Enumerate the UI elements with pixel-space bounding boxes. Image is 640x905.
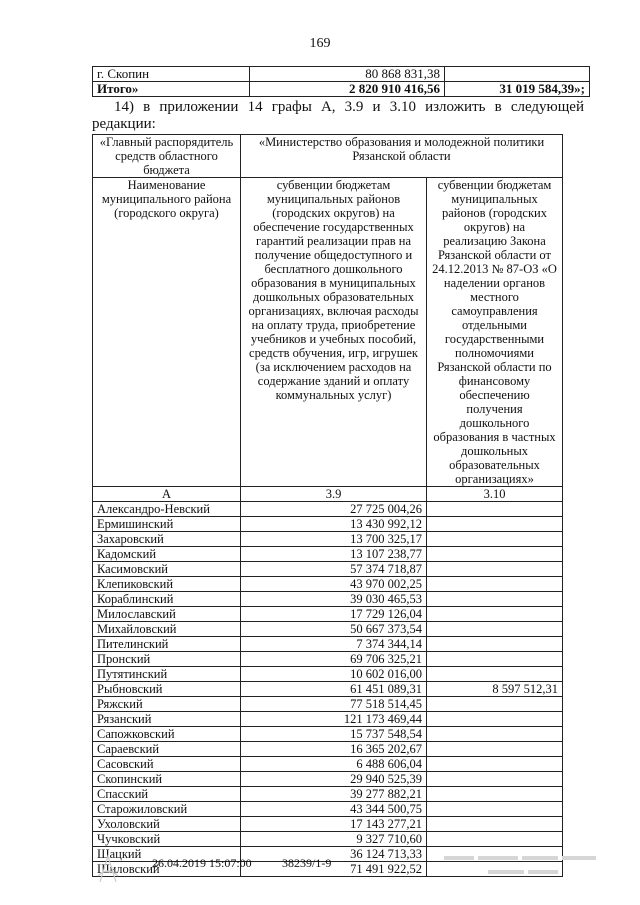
district-name: Кадомский [93, 547, 241, 562]
value-39: 13 430 992,12 [241, 517, 427, 532]
district-name: Шиловский [93, 862, 241, 877]
value-310 [427, 712, 563, 727]
value-39: 27 725 004,26 [241, 502, 427, 517]
footer-timestamp: 26.04.2019 15:07:00 [152, 856, 252, 870]
district-name: Ряжский [93, 697, 241, 712]
district-rows [93, 502, 563, 877]
header-row-columns [93, 178, 563, 487]
district-name: Ермишинский [93, 517, 241, 532]
value-39: 43 970 002,25 [241, 577, 427, 592]
table-row [93, 727, 563, 742]
value-310 [427, 607, 563, 622]
value-39: 15 737 548,54 [241, 727, 427, 742]
page-number: 169 [309, 36, 331, 51]
value-310 [427, 637, 563, 652]
value-39: 80 868 831,38 [250, 67, 445, 82]
value-310 [427, 547, 563, 562]
value-310 [445, 67, 590, 82]
value-39: 13 700 325,17 [241, 532, 427, 547]
value-310 [427, 742, 563, 757]
table-row [93, 547, 563, 562]
value-310 [427, 667, 563, 682]
code-39: 3.9 [241, 487, 427, 502]
table-row [93, 697, 563, 712]
footer-document-id: 38239/1-9 [282, 856, 332, 870]
value-310 [427, 652, 563, 667]
district-name: Сапожковский [93, 727, 241, 742]
value-310 [427, 697, 563, 712]
table-row [93, 532, 563, 547]
table-row [93, 772, 563, 787]
header-row-codes [93, 487, 563, 502]
table-row [93, 757, 563, 772]
table-row [93, 652, 563, 667]
code-310: 3.10 [427, 487, 563, 502]
district-name: Михайловский [93, 622, 241, 637]
district-name: Александро-Невский [93, 502, 241, 517]
value-39: 36 124 713,33 [241, 847, 427, 862]
value-39: 39 277 882,21 [241, 787, 427, 802]
table-row [93, 817, 563, 832]
value-310 [427, 757, 563, 772]
value-310 [427, 772, 563, 787]
table-row [93, 667, 563, 682]
distributor-label: «Главный распорядитель средств областного бюджета [93, 135, 241, 178]
value-310 [427, 832, 563, 847]
column-39-description: субвенции бюджетам муниципальных районов (городских округов) на обеспечение государственных гарантий реализации прав на получение общедоступного и бесплатного дошкольного образования в муниципальных дошкольных образовательных организациях, включая расходы на оплату труда, приобретение учебников и учебных пособий, средств обучения, игр, игрушек (за исключением расходов на содержание зданий и оплату коммунальных услуг) [241, 178, 427, 487]
value-39: 10 602 016,00 [241, 667, 427, 682]
district-name: Пителинский [93, 637, 241, 652]
value-310 [427, 787, 563, 802]
value-310 [427, 562, 563, 577]
table-row [93, 712, 563, 727]
district-name: Ухоловский [93, 817, 241, 832]
value-39: 39 030 465,53 [241, 592, 427, 607]
ministry-name: «Министерство образования и молодежной политики Рязанской области [241, 135, 563, 178]
value-39: 6 488 606,04 [241, 757, 427, 772]
table-row [93, 787, 563, 802]
table-row [93, 637, 563, 652]
value-310 [427, 592, 563, 607]
value-39: 17 143 277,21 [241, 817, 427, 832]
table-row [93, 502, 563, 517]
value-310 [427, 727, 563, 742]
district-name: Касимовский [93, 562, 241, 577]
table-row [93, 622, 563, 637]
value-39: 61 451 089,31 [241, 682, 427, 697]
value-39: 121 173 469,44 [241, 712, 427, 727]
table-row [93, 517, 563, 532]
value-39: 16 365 202,67 [241, 742, 427, 757]
district-name: Спасский [93, 787, 241, 802]
value-39: 69 706 325,21 [241, 652, 427, 667]
table-row [93, 607, 563, 622]
value-39: 13 107 238,77 [241, 547, 427, 562]
registration-stamp-icon [442, 852, 602, 882]
value-310 [427, 517, 563, 532]
value-39: 7 374 344,14 [241, 637, 427, 652]
column-310-description: субвенции бюджетам муниципальных районов (городских округов) на реализацию Закона Рязанской области от 24.12.2013 № 87-ОЗ «О наделении органов местного самоуправления отдельными государственными полномочиями Рязанской области по финансовому обеспечению получения дошкольного образования в частных дошкольных образовательных организациях» [427, 178, 563, 487]
district-name: г. Скопин [93, 67, 250, 82]
district-name: Старожиловский [93, 802, 241, 817]
table-row [93, 592, 563, 607]
value-310 [427, 817, 563, 832]
table-row [93, 802, 563, 817]
intro-line-2: редакции: [92, 116, 156, 132]
total-label: Итого» [93, 82, 250, 97]
value-310 [427, 577, 563, 592]
district-name: Рязанский [93, 712, 241, 727]
total-39: 2 820 910 416,56 [250, 82, 445, 97]
district-column-header: Наименование муниципального района (городского округа) [93, 178, 241, 487]
district-name: Пронский [93, 652, 241, 667]
table-row [93, 742, 563, 757]
table-row [93, 67, 590, 82]
value-310: 8 597 512,31 [427, 682, 563, 697]
value-39: 17 729 126,04 [241, 607, 427, 622]
total-310: 31 019 584,39»; [445, 82, 590, 97]
district-name: Шацкий [93, 847, 241, 862]
district-name: Чучковский [93, 832, 241, 847]
district-name: Сараевский [93, 742, 241, 757]
value-310 [427, 502, 563, 517]
district-name: Путятинский [93, 667, 241, 682]
table-row [93, 832, 563, 847]
district-name: Милославский [93, 607, 241, 622]
intro-line-1: 14) в приложении 14 графы А, 3.9 и 3.10 изложить в следующей [114, 99, 584, 115]
value-39: 77 518 514,45 [241, 697, 427, 712]
table-row [93, 577, 563, 592]
table-row [93, 82, 590, 97]
header-row-distributor [93, 135, 563, 178]
amendment-intro [92, 99, 584, 133]
value-310 [427, 802, 563, 817]
value-39: 71 491 922,52 [241, 862, 427, 877]
value-39: 29 940 525,39 [241, 772, 427, 787]
digital-stamp-icon [96, 852, 120, 886]
value-310 [427, 532, 563, 547]
district-name: Клепиковский [93, 577, 241, 592]
value-39: 50 667 373,54 [241, 622, 427, 637]
value-39: 57 374 718,87 [241, 562, 427, 577]
code-a: А [93, 487, 241, 502]
district-name: Кораблинский [93, 592, 241, 607]
table-row [93, 562, 563, 577]
table-row [93, 682, 563, 697]
value-39: 9 327 710,60 [241, 832, 427, 847]
district-name: Рыбновский [93, 682, 241, 697]
value-39: 43 344 500,75 [241, 802, 427, 817]
previous-table-tail [92, 66, 590, 97]
value-310 [427, 622, 563, 637]
district-name: Захаровский [93, 532, 241, 547]
district-name: Сасовский [93, 757, 241, 772]
district-name: Скопинский [93, 772, 241, 787]
appendix-14-table [92, 134, 563, 877]
